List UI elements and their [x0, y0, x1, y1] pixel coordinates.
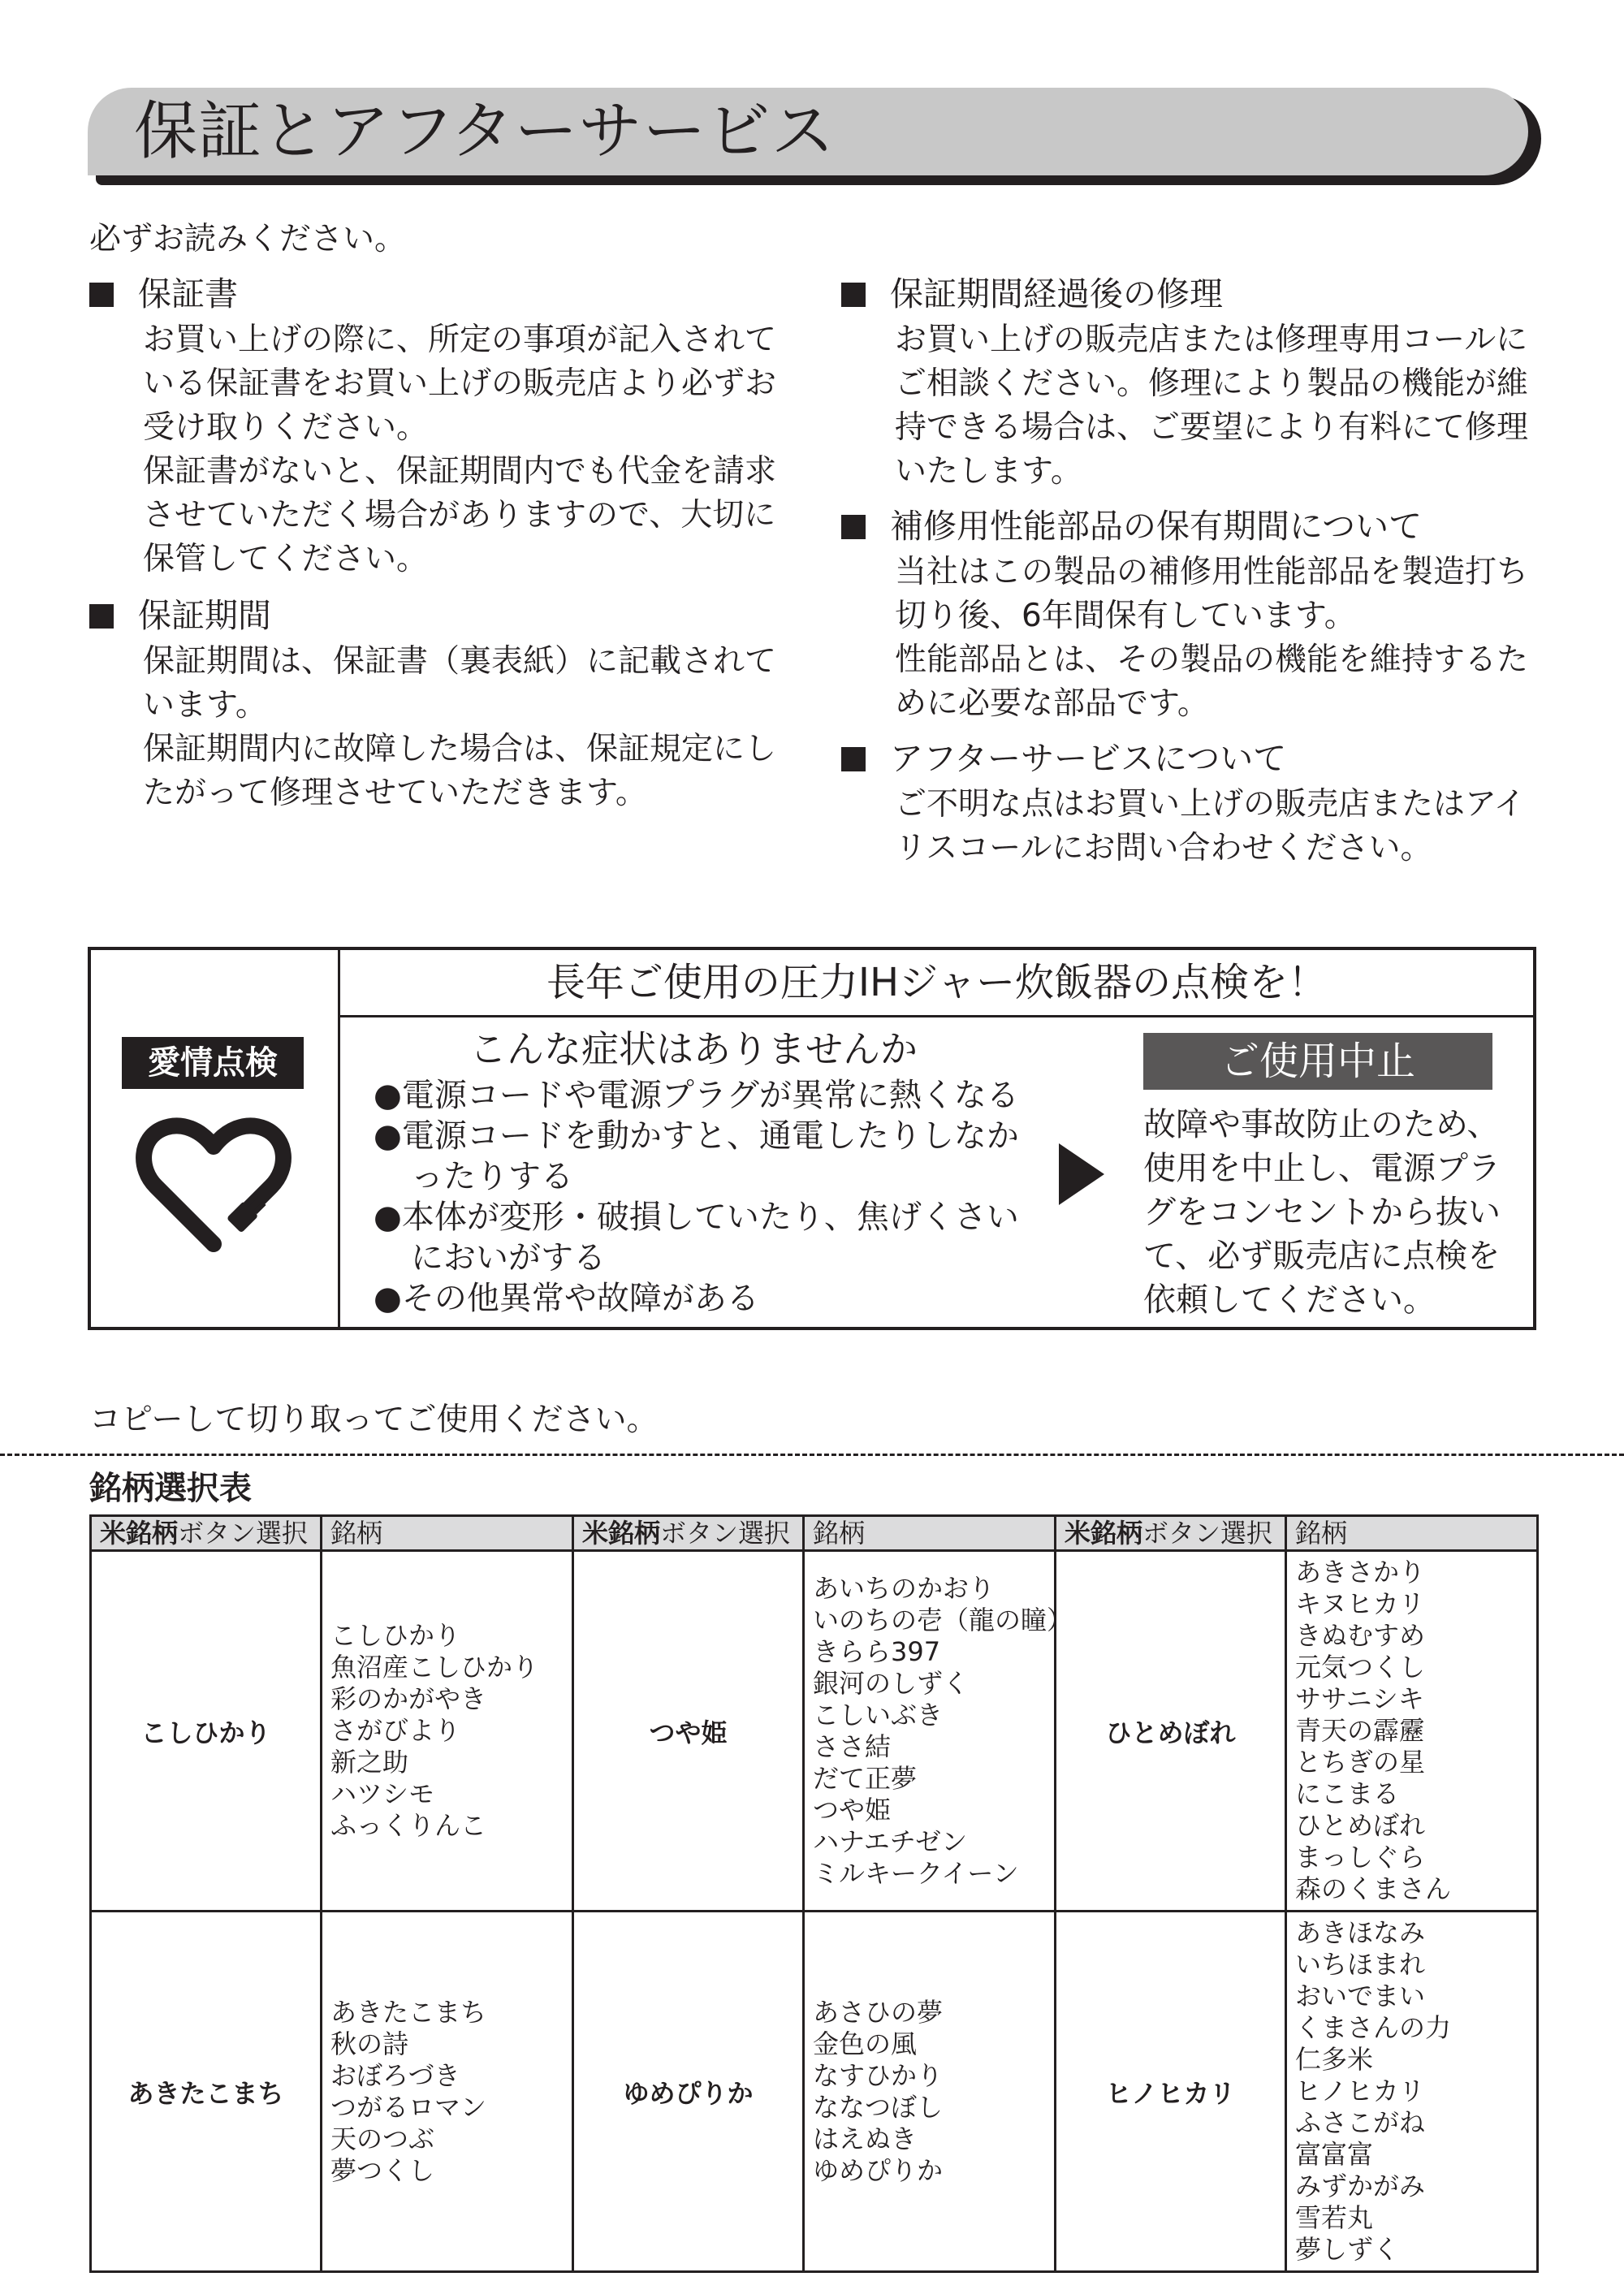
brand-item: あきほなみ — [1295, 1917, 1426, 1948]
brand-item: 銀河のしずく — [813, 1667, 970, 1699]
rice-button-name: ゆめぴりか — [573, 1912, 804, 2272]
column-header-button: 米銘柄ボタン選択 — [1056, 1516, 1286, 1551]
brand-item: 秋の詩 — [330, 2028, 409, 2059]
brand-item: ふさこがね — [1295, 2107, 1426, 2138]
brand-item: さがびより — [330, 1715, 461, 1746]
brand-item: 新之助 — [330, 1747, 409, 1778]
rice-button-name: ひとめぼれ — [1056, 1551, 1286, 1912]
section-body-parts-retention: 当社はこの製品の補修用性能部品を製造打ち 切り後、6年間保有しています。 性能部品とは、その製品の機能を維持するた めに必要な部品です。 — [895, 554, 1529, 722]
rice-button-name: つや姫 — [573, 1551, 804, 1912]
symptoms-title: こんな症状はありませんか — [469, 1027, 918, 1071]
brand-item: 雪若丸 — [1295, 2202, 1374, 2233]
table-title: 銘柄選択表 — [89, 1470, 252, 1507]
brand-item: 彩のかがやき — [330, 1683, 487, 1714]
brand-item: 森のくまさん — [1295, 1873, 1452, 1904]
symptom-item: ●電源コードを動かすと、通電したりしなかったりする — [374, 1117, 1019, 1195]
symptom-item: ●本体が変形・破損していたり、焦げくさいにおいがする — [374, 1199, 1019, 1277]
brand-item: 富富富 — [1295, 2139, 1374, 2170]
stop-use-instructions: 故障や事故防止のため、 使用を中止し、電源プラ グをコンセントから抜い て、必ず販売店に点検を 依頼してください。 — [1143, 1106, 1501, 1319]
table-row — [91, 1551, 1538, 1912]
stop-use-label: ご使用中止 — [1143, 1033, 1492, 1090]
brand-item: おぼろづき — [330, 2059, 460, 2091]
brand-item: まっしぐら — [1295, 1842, 1426, 1873]
brand-list — [1286, 1912, 1538, 2272]
symptoms-list — [374, 1075, 1039, 1319]
brand-item: ササニシキ — [1295, 1683, 1424, 1714]
rice-button-name: あきたこまち — [91, 1912, 322, 2272]
section-body-after-service: ご不明な点はお買い上げの販売店またはアイ リスコールにお問い合わせください。 — [895, 786, 1526, 866]
brand-list — [322, 1551, 573, 1912]
section-heading-warranty-period: 保証期間 — [89, 593, 271, 638]
brand-item: つや姫 — [813, 1794, 892, 1825]
intro-note: 必ずお読みください。 — [89, 221, 407, 257]
brand-item: だて正夢 — [813, 1762, 918, 1794]
brand-item: ひとめぼれ — [1295, 1810, 1426, 1841]
brand-item: ななつぼし — [813, 2091, 944, 2123]
section-heading-post-warranty-repair: 保証期間経過後の修理 — [841, 271, 1223, 317]
section-heading-parts-retention: 補修用性能部品の保有期間について — [841, 503, 1422, 549]
rice-button-name: こしひかり — [91, 1551, 322, 1912]
section-body-warranty-card: お買い上げの際に、所定の事項が記入されて いる保証書をお買い上げの販売店より必ずお 受け取りください。 保証書がないと、保証期間内でも代金を請求 させていただく場合がありますので、大切に 保管してください。 — [143, 322, 777, 577]
section-heading-after-service: アフターサービスについて — [841, 736, 1286, 781]
cut-line — [0, 1454, 1624, 1456]
square-bullet-icon — [841, 515, 866, 539]
brand-item: くまさんの力 — [1295, 2012, 1452, 2043]
brand-item: ふっくりんこ — [330, 1810, 487, 1841]
brand-item: こしひかり — [330, 1620, 461, 1651]
brand-item: 金色の風 — [813, 2028, 918, 2059]
symptom-item: ●電源コードや電源プラグが異常に熱くなる — [374, 1077, 1019, 1114]
inspection-label: 愛情点検 — [122, 1037, 304, 1089]
arrow-right-icon — [1059, 1143, 1104, 1205]
brand-item: 夢しずく — [1295, 2234, 1400, 2265]
rice-button-name: ヒノヒカリ — [1056, 1912, 1286, 2272]
brand-item: ミルキークイーン — [813, 1857, 1019, 1889]
page-title: 保証とアフターサービス — [134, 95, 836, 168]
brand-item: ヒノヒカリ — [1295, 2076, 1425, 2106]
brand-item: キヌヒカリ — [1295, 1588, 1425, 1619]
column-header-button: 米銘柄ボタン選択 — [91, 1516, 322, 1551]
brand-item: にこまる — [1295, 1778, 1400, 1809]
section-body-post-warranty-repair: お買い上げの販売店または修理専用コールに ご相談ください。修理により製品の機能が維 持できる場合は、ご要望により有料にて修理 いたします。 — [895, 322, 1529, 490]
brand-item: きぬむすめ — [1295, 1620, 1426, 1651]
heart-plug-icon — [128, 1104, 299, 1259]
brand-item: ハナエチゼン — [813, 1825, 968, 1857]
brand-item: いちほまれ — [1295, 1949, 1426, 1980]
brand-item: 仁多米 — [1295, 2044, 1374, 2075]
brand-list — [1286, 1551, 1538, 1912]
brand-item: はえぬき — [813, 2123, 918, 2154]
brand-item: おいでまい — [1295, 1981, 1426, 2011]
brand-item: とちぎの星 — [1295, 1747, 1426, 1778]
brand-item: 元気つくし — [1295, 1652, 1426, 1683]
square-bullet-icon — [841, 283, 866, 307]
brand-item: 青天の霹靂 — [1295, 1715, 1426, 1746]
square-bullet-icon — [89, 604, 114, 629]
brand-selection-table — [89, 1514, 1539, 2273]
brand-item: 天のつぶ — [330, 2123, 435, 2154]
column-header-button: 米銘柄ボタン選択 — [573, 1516, 804, 1551]
brand-item: ささ結 — [813, 1730, 892, 1762]
table-header-row — [91, 1516, 1538, 1551]
symptom-item: ●その他異常や故障がある — [374, 1280, 759, 1317]
brand-item: ゆめぴりか — [813, 2154, 944, 2186]
brand-item: つがるロマン — [330, 2091, 487, 2123]
copy-note: コピーして切り取ってご使用ください。 — [89, 1402, 659, 1438]
brand-item: あきさかり — [1295, 1557, 1426, 1588]
section-body-warranty-period: 保証期間は、保証書（裏表紙）に記載されて います。 保証期間内に故障した場合は、保証規定にし たがって修理させていただきます。 — [143, 643, 777, 811]
brand-item: あきたこまち — [330, 1996, 487, 2028]
table-row — [91, 1912, 1538, 2272]
brand-list — [804, 1551, 1073, 1912]
column-header-brand: 銘柄 — [1286, 1516, 1538, 1551]
brand-list — [322, 1912, 573, 2272]
brand-item: なすひかり — [813, 2059, 944, 2091]
section-heading-warranty-card: 保証書 — [89, 271, 238, 317]
brand-item: 夢つくし — [330, 2154, 435, 2186]
column-header-brand: 銘柄 — [804, 1516, 1056, 1551]
column-header-brand: 銘柄 — [322, 1516, 573, 1551]
brand-item: こしいぶき — [813, 1699, 944, 1730]
inspection-divider-horizontal — [340, 1015, 1533, 1017]
square-bullet-icon — [841, 747, 866, 771]
brand-item: 魚沼産こしひかり — [330, 1652, 539, 1683]
brand-item: いのちの壱（龍の瞳） — [813, 1604, 1073, 1635]
brand-item: あいちのかおり — [813, 1572, 996, 1604]
brand-item: きらら397 — [813, 1635, 941, 1667]
brand-item: あさひの夢 — [813, 1996, 944, 2028]
brand-item: みずかがみ — [1295, 2171, 1426, 2201]
inspection-header: 長年ご使用の圧力IHジャー炊飯器の点検を！ — [546, 960, 1328, 1005]
square-bullet-icon — [89, 283, 114, 307]
brand-item: ハツシモ — [330, 1778, 435, 1809]
brand-list — [804, 1912, 1056, 2272]
